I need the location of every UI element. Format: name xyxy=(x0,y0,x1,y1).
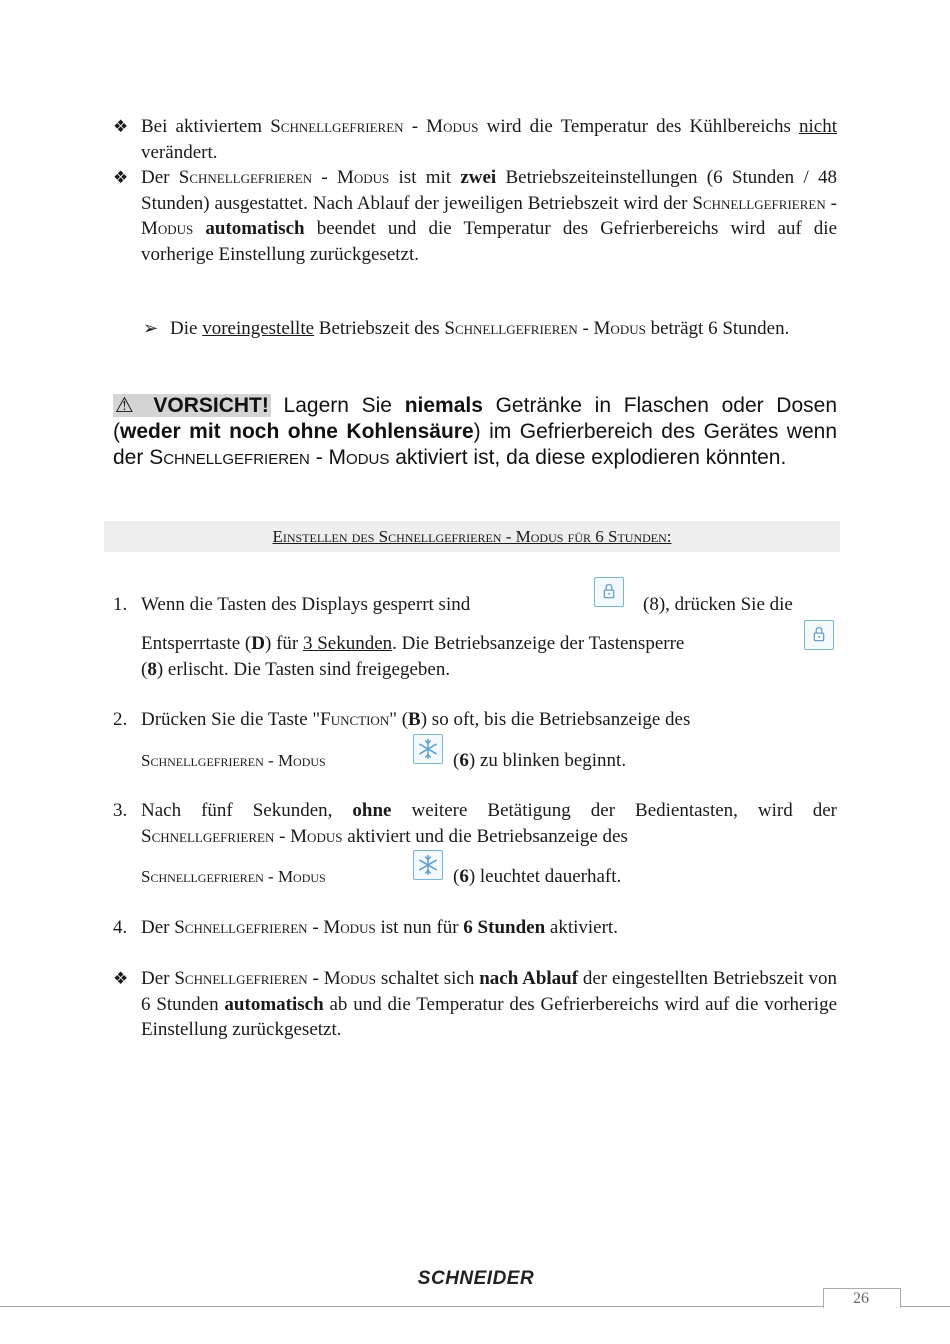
warning-label: ⚠ VORSICHT! xyxy=(115,394,269,417)
step-4: Der Schnellgefrieren - Modus ist nun für 6 Stunden aktiviert. xyxy=(141,917,618,938)
paragraph-4: Der Schnellgefrieren - Modus schaltet sich nach Ablauf der eingestellten Betriebszeit von 6 Stunden automatisch ab und die Temperatur des Gefrierbereichs wird auf die vorherige Einstellung zurückgesetzt. xyxy=(141,968,838,1040)
step-2-line-2-end: (6) zu blinken beginnt. xyxy=(453,750,627,771)
warning-note: ⚠ VORSICHT! Lagern Sie niemals Getränke in Flaschen oder Dosen (weder mit noch ohne Kohlensäure) im Gefrierbereich des Gerätes wenn der Schnellgefrieren - Modus aktiviert ist, da diese explodieren könnten. xyxy=(113,394,838,469)
schneider-logo xyxy=(396,1266,556,1288)
lock-icon xyxy=(804,620,834,650)
bullet-icon: ❖ xyxy=(113,168,129,187)
step-3-line-1: Nach fünf Sekunden, ohne weitere Betätigung der Bedientasten, wird der Schnellgefrieren - Modus aktiviert und die Betriebsanzeige des xyxy=(141,800,837,847)
lock-icon xyxy=(594,577,624,607)
step-1-line-3: (8) erlischt. Die Tasten sind freigegeben. xyxy=(141,659,451,680)
step-3-line-3-end: (6) leuchtet dauerhaft. xyxy=(453,866,622,887)
step-number: 3. xyxy=(113,800,128,821)
step-2-line-1: Drücken Sie die Taste "Function" (B) so oft, bis die Betriebsanzeige des xyxy=(141,709,691,730)
step-3-line-3: Schnellgefrieren - Modus xyxy=(141,867,326,886)
step-number: 2. xyxy=(113,709,128,730)
bullet-icon: ❖ xyxy=(113,117,129,136)
bullet-icon: ❖ xyxy=(113,969,129,988)
step-1-line-1-end: (8), drücken Sie die xyxy=(643,594,793,615)
paragraph-2: Der Schnellgefrieren - Modus ist mit zwei Betriebszeiteinstellungen (6 Stunden / 48 Stunden) ausgestattet. Nach Ablauf der jeweiligen Betriebszeit wird der Schnellgefrieren - Modus automatisch beendet und die Temperatur des Gefrierbereichs wird auf die vorherige Einstellung zurückgesetzt. xyxy=(141,167,838,265)
step-number: 4. xyxy=(113,917,128,938)
snowflake-icon xyxy=(413,734,443,764)
paragraph-3: Die voreingestellte Betriebszeit des Schnellgefrieren - Modus beträgt 6 Stunden. xyxy=(170,318,790,339)
page-number: 26 xyxy=(853,1290,869,1307)
step-number: 1. xyxy=(113,594,128,615)
step-2-line-2: Schnellgefrieren - Modus xyxy=(141,751,326,770)
step-1-line-1: Wenn die Tasten des Displays gesperrt sind xyxy=(141,594,471,615)
paragraph-1: Bei aktiviertem Schnellgefrieren - Modus wird die Temperatur des Kühlbereichs nicht verändert. xyxy=(141,116,838,163)
snowflake-icon xyxy=(413,850,443,880)
step-1-line-2: Entsperrtaste (D) für 3 Sekunden. Die Betriebsanzeige der Tastensperre xyxy=(141,633,685,654)
section-title: Einstellen des Schnellgefrieren - Modus für 6 Stunden: xyxy=(272,527,672,546)
footer-rule xyxy=(0,1306,950,1307)
arrow-bullet-icon: ➢ xyxy=(143,318,159,338)
logo-text: SCHNEIDER xyxy=(417,1268,535,1288)
